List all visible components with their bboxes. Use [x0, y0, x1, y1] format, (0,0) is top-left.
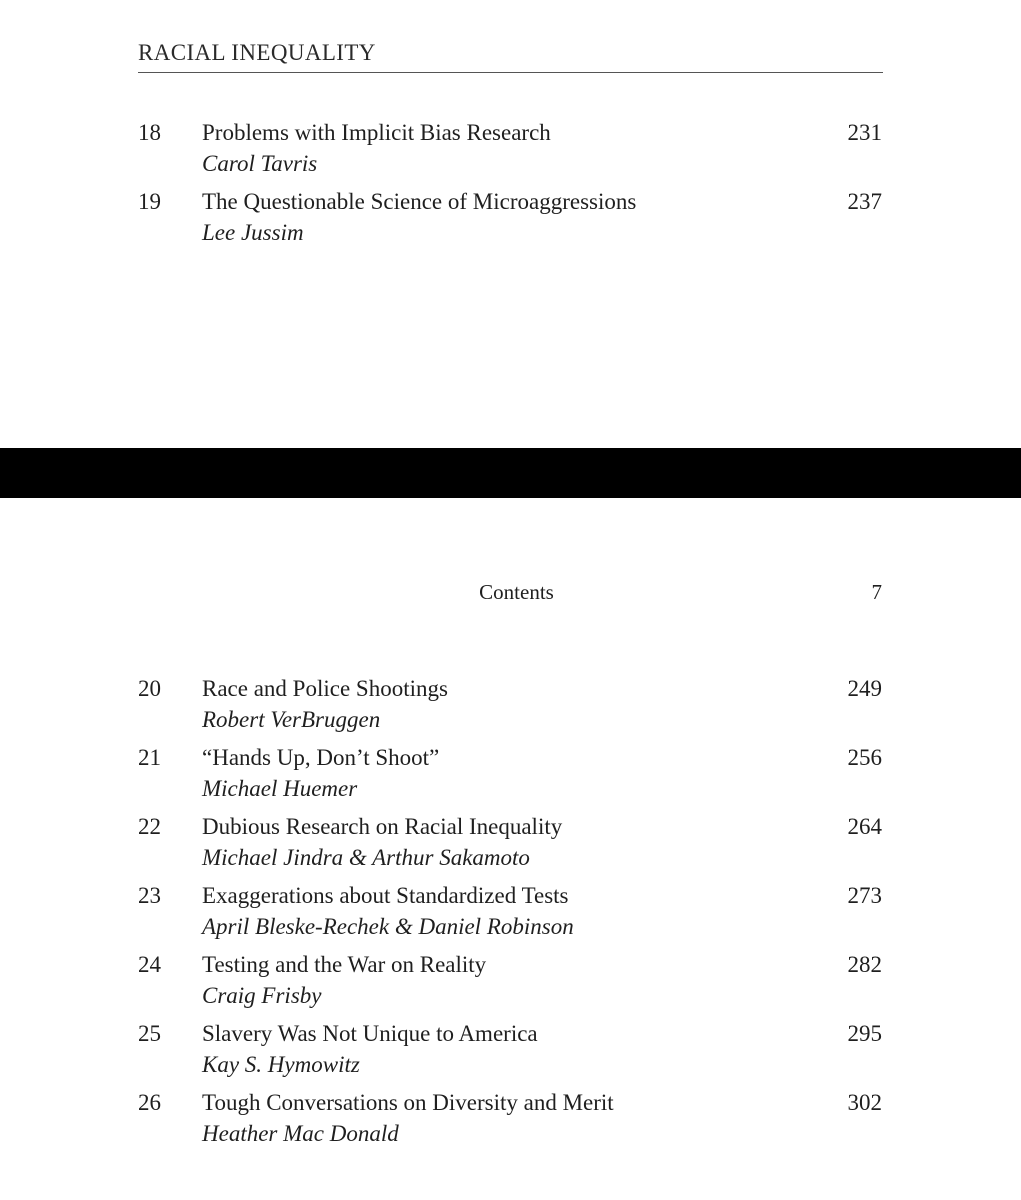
- chapter-author: April Bleske-Rechek & Daniel Robinson: [202, 914, 574, 939]
- chapter-number: 26: [138, 1090, 161, 1115]
- chapter-author: Carol Tavris: [202, 151, 318, 176]
- toc-entry[interactable]: [0, 673, 1021, 742]
- contents-header: [0, 578, 1021, 608]
- chapter-title: Slavery Was Not Unique to America: [202, 1021, 538, 1046]
- chapter-title: “Hands Up, Don’t Shoot”: [202, 745, 440, 770]
- chapter-page: 282: [847, 952, 882, 977]
- chapter-author: Heather Mac Donald: [202, 1121, 399, 1146]
- chapter-title: Tough Conversations on Diversity and Merit: [202, 1090, 614, 1115]
- chapter-number: 24: [138, 952, 161, 977]
- chapter-number: 23: [138, 883, 161, 908]
- chapter-author: Lee Jussim: [202, 220, 304, 245]
- chapter-page: 264: [847, 814, 882, 839]
- chapter-page: 273: [847, 883, 882, 908]
- toc-entry[interactable]: [0, 186, 1021, 255]
- toc-entry[interactable]: [0, 811, 1021, 880]
- toc-entry[interactable]: [0, 880, 1021, 949]
- chapter-author: Michael Huemer: [202, 776, 358, 801]
- chapter-page: 237: [847, 189, 882, 214]
- chapter-author: Michael Jindra & Arthur Sakamoto: [202, 845, 530, 870]
- bottom-page: [0, 498, 1021, 1200]
- chapter-page: 302: [847, 1090, 882, 1115]
- toc-entry[interactable]: [0, 949, 1021, 1018]
- chapter-author: Robert VerBruggen: [202, 707, 381, 732]
- toc-list-bottom: [0, 673, 1021, 1156]
- chapter-page: 249: [847, 676, 882, 701]
- chapter-title: Race and Police Shootings: [202, 676, 448, 701]
- page-number: 7: [871, 580, 882, 604]
- top-page: [0, 0, 1021, 448]
- toc-list-top: [0, 117, 1021, 255]
- contents-label: Contents: [479, 580, 554, 604]
- chapter-number: 18: [138, 120, 161, 145]
- chapter-author: Kay S. Hymowitz: [202, 1052, 360, 1077]
- chapter-title: Testing and the War on Reality: [202, 952, 487, 977]
- chapter-number: 25: [138, 1021, 161, 1046]
- chapter-title: Dubious Research on Racial Inequality: [202, 814, 563, 839]
- toc-entry[interactable]: [0, 117, 1021, 186]
- chapter-title: Problems with Implicit Bias Research: [202, 120, 551, 145]
- header-rule: [138, 72, 883, 73]
- toc-entry[interactable]: [0, 1087, 1021, 1156]
- chapter-number: 19: [138, 189, 161, 214]
- chapter-author: Craig Frisby: [202, 983, 322, 1008]
- chapter-page: 256: [847, 745, 882, 770]
- chapter-page: 231: [847, 120, 882, 145]
- page-separator-band: [0, 448, 1021, 498]
- running-head: RACIAL INEQUALITY: [138, 40, 376, 65]
- chapter-title: Exaggerations about Standardized Tests: [202, 883, 569, 908]
- chapter-number: 21: [138, 745, 161, 770]
- chapter-page: 295: [847, 1021, 882, 1046]
- chapter-number: 22: [138, 814, 161, 839]
- toc-entry[interactable]: [0, 1018, 1021, 1087]
- chapter-number: 20: [138, 676, 161, 701]
- chapter-title: The Questionable Science of Microaggressions: [202, 189, 637, 214]
- toc-entry[interactable]: [0, 742, 1021, 811]
